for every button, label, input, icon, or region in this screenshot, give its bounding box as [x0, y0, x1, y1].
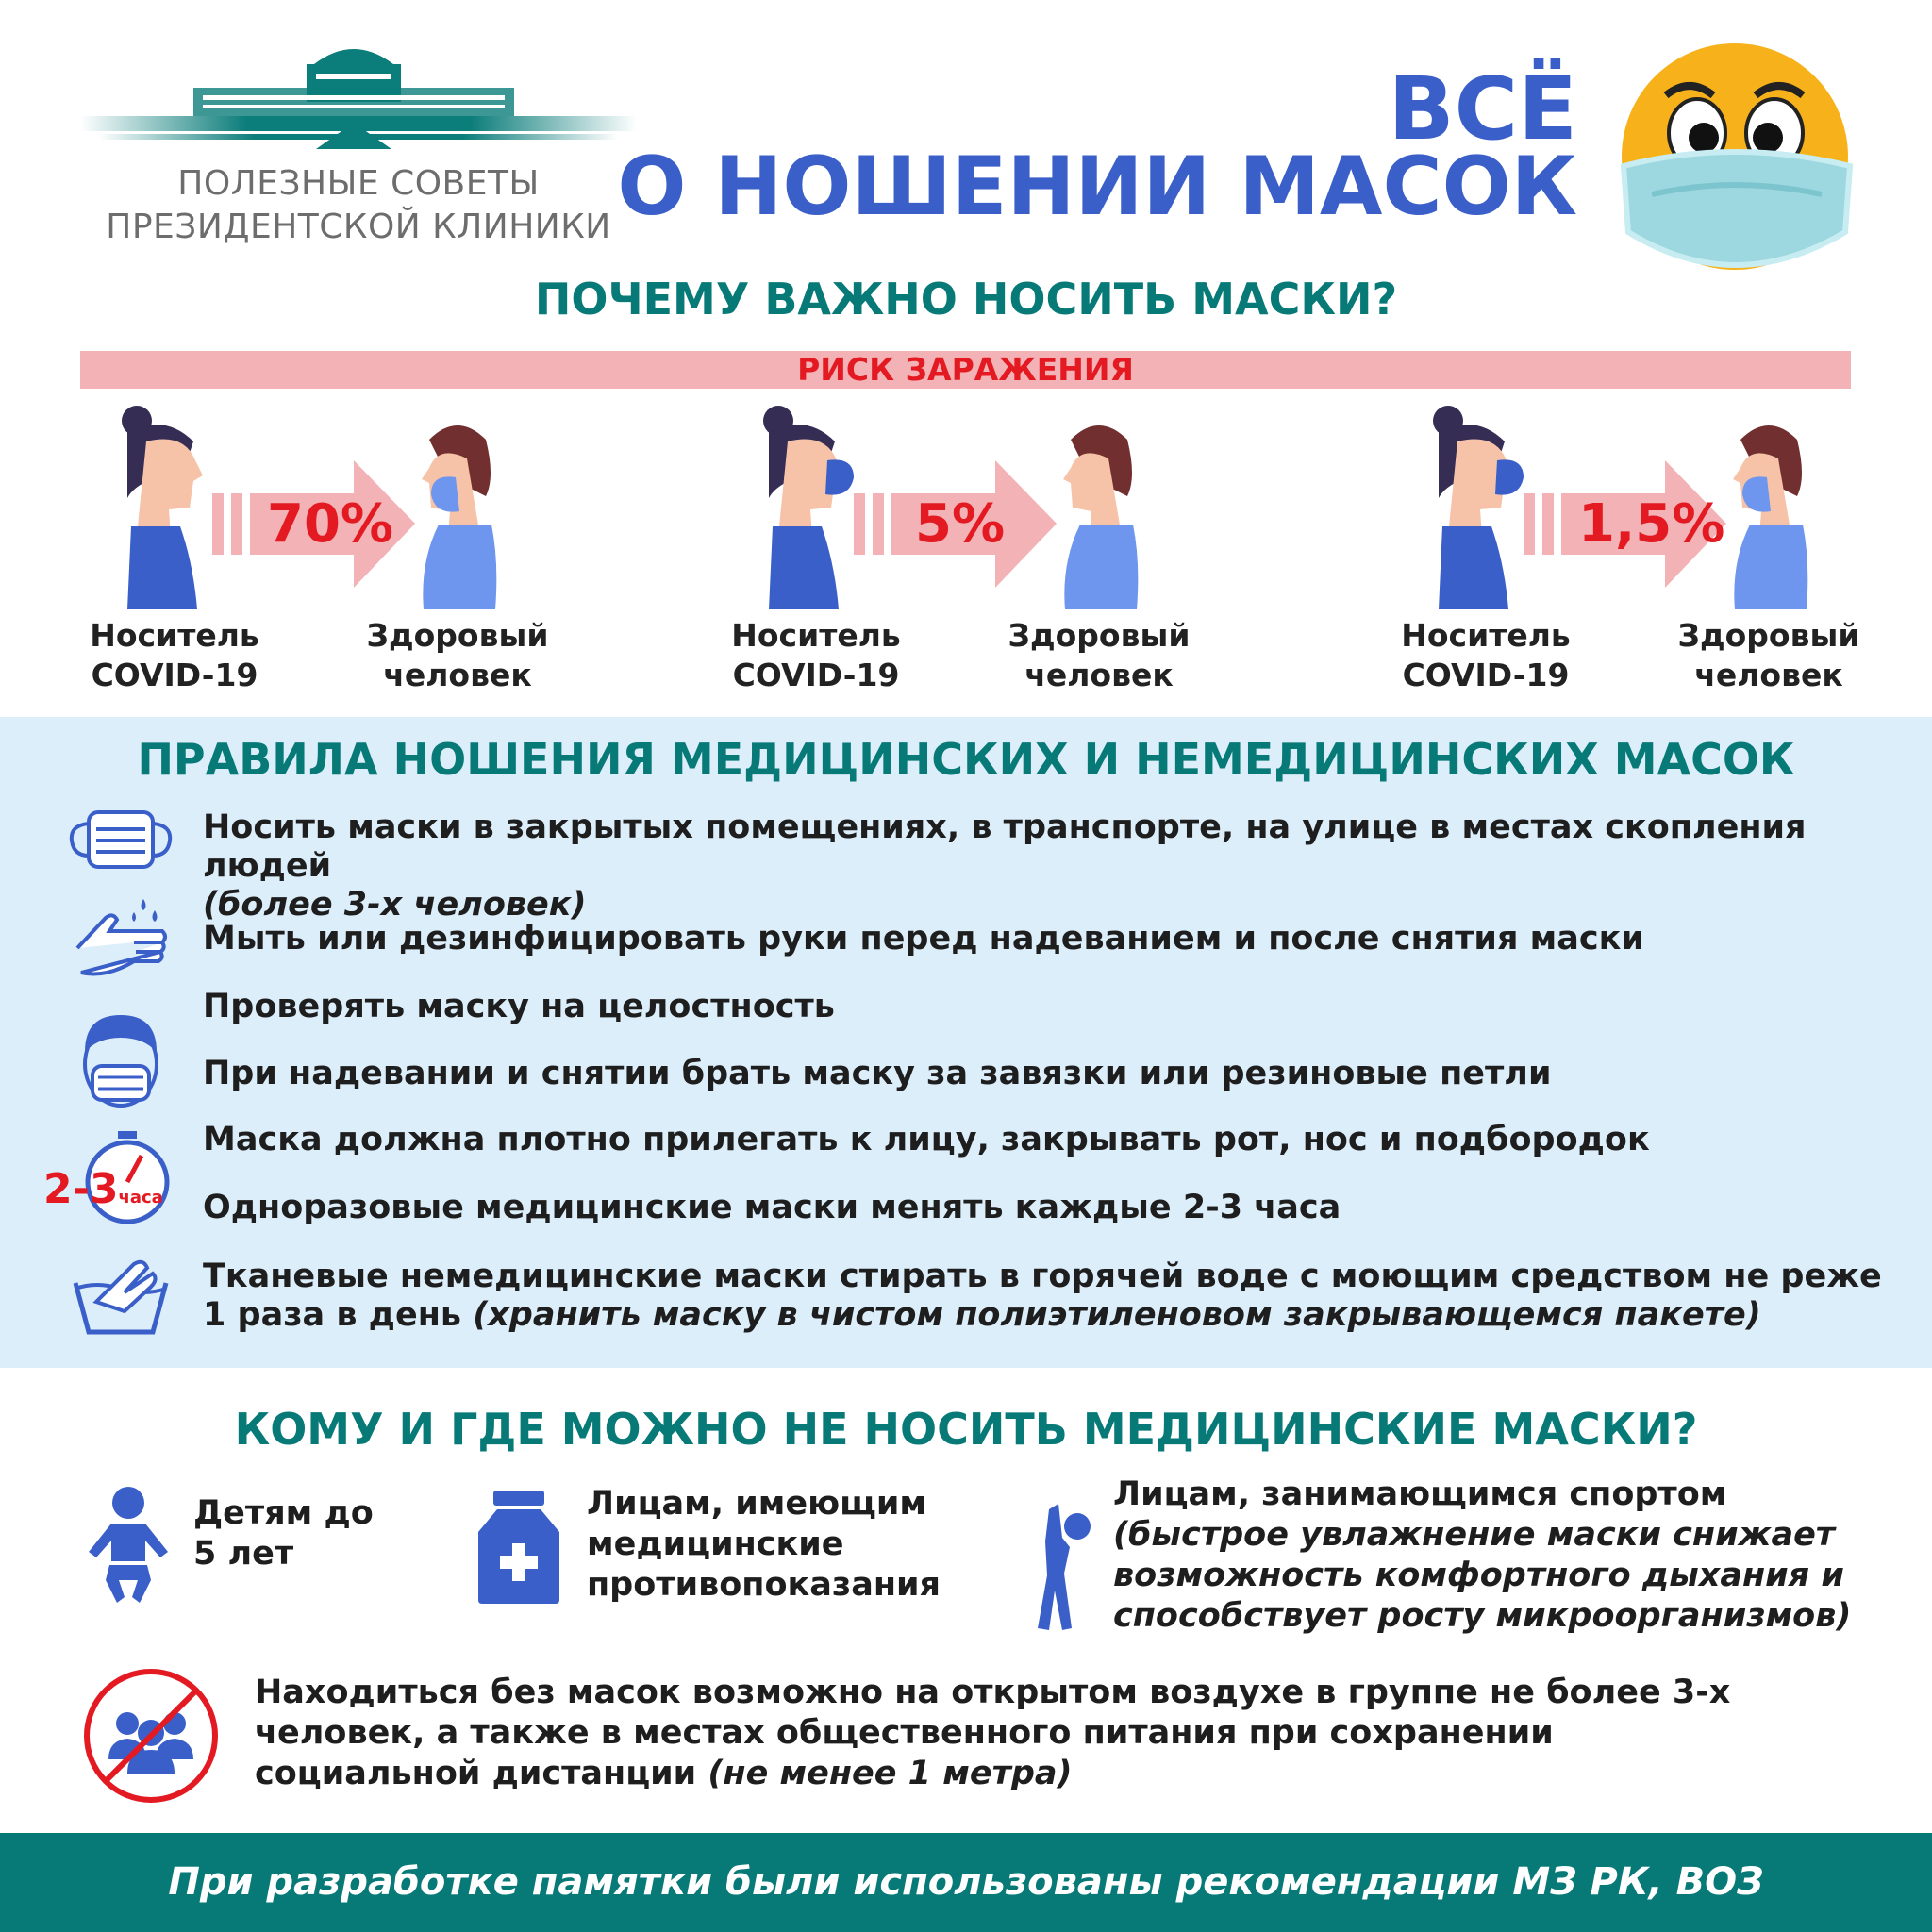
exempt-contraindications: Лицам, имеющим медицинские противопоказания	[587, 1485, 941, 1604]
clinic-building-logo	[80, 36, 637, 151]
healthy-person-figure	[1712, 421, 1816, 609]
infection-risk-percent: 1,5%	[1578, 493, 1725, 555]
risk-banner: РИСК ЗАРАЖЕНИЯ	[80, 351, 1851, 389]
exempt-title: КОМУ И ГДЕ МОЖНО НЕ НОСИТЬ МЕДИЦИНСКИЕ МАСКИ?	[234, 1404, 1698, 1455]
footer-source-note: При разработке памятки были использованы рекомендации МЗ РК, ВОЗ	[0, 1833, 1932, 1932]
masked-face-icon	[68, 1009, 174, 1108]
risk-scenario	[722, 404, 1212, 696]
infection-risk-percent: 5%	[915, 493, 1006, 555]
exempt-children: Детям до 5 лет	[193, 1494, 374, 1573]
infection-risk-percent: 70%	[267, 493, 394, 555]
medicine-bottle-icon	[476, 1491, 561, 1604]
rule-item: Мыть или дезинфицировать руки перед надеванием и после снятия маски	[203, 920, 1644, 958]
masked-emoji-icon	[1614, 43, 1856, 274]
rule-item: Носить маски в закрытых помещениях, в транспорте, на улице в местах скопления людей (более 3-х человек)	[203, 808, 1807, 924]
no-group-icon	[80, 1665, 222, 1807]
risk-scenario	[1391, 404, 1882, 696]
hand-washing-basin-icon	[68, 1255, 174, 1335]
mask-icon	[68, 807, 174, 873]
why-title: ПОЧЕМУ ВАЖНО НОСИТЬ МАСКИ?	[534, 274, 1398, 325]
exempt-outdoor: Находиться без масок возможно на открытом воздухе в группе не более 3-х человек, а также в местах общественного питания при сохранении социальной дистанции (не менее 1 метра)	[255, 1674, 1731, 1792]
exempt-sport: Лицам, занимающимся спортом (быстрое увлажнение маски снижает возможность комфортного дыхания и способствует росту микроорганизмов)	[1113, 1475, 1852, 1635]
healthy-label: Здоровый человек	[1008, 617, 1191, 693]
baby-icon	[85, 1486, 172, 1604]
clinic-tagline: ПОЛЕЗНЫЕ СОВЕТЫ ПРЕЗИДЕНТСКОЙ КЛИНИКИ	[106, 164, 611, 246]
covid-carrier-figure	[118, 404, 222, 609]
rules-title: ПРАВИЛА НОШЕНИЯ МЕДИЦИНСКИХ И НЕМЕДИЦИНСКИХ МАСОК	[137, 734, 1795, 785]
rule-item: Проверять маску на целостность	[203, 988, 835, 1025]
covid-carrier-figure	[759, 404, 863, 609]
healthy-person-figure	[1042, 421, 1146, 609]
healthy-label: Здоровый человек	[366, 617, 549, 693]
timer-label: 2-3часа	[43, 1165, 163, 1213]
healthy-label: Здоровый человек	[1677, 617, 1860, 693]
rule-item: При надевании и снятии брать маску за завязки или резиновые петли	[203, 1055, 1552, 1092]
athlete-icon	[1030, 1500, 1096, 1632]
carrier-label: Носитель COVID-19	[90, 617, 259, 693]
risk-scenario	[80, 404, 571, 696]
title-line2: О НОШЕНИИ МАСОК	[617, 140, 1577, 234]
rule-item: Одноразовые медицинские маски менять каждые 2-3 часа	[203, 1189, 1341, 1226]
healthy-person-figure	[401, 421, 505, 609]
carrier-label: Носитель COVID-19	[1401, 617, 1571, 693]
rule-item: Тканевые немедицинские маски стирать в горячей воде с моющим средством не реже 1 раза в день (хранить маску в чистом полиэтиленовом закрывающемся пакете)	[203, 1257, 1882, 1334]
covid-carrier-figure	[1429, 404, 1533, 609]
rule-item: Маска должна плотно прилегать к лицу, закрывать рот, нос и подбородок	[203, 1121, 1650, 1158]
title-line1: ВСЁ	[1388, 58, 1577, 159]
hand-wash-icon	[68, 891, 174, 981]
carrier-label: Носитель COVID-19	[731, 617, 901, 693]
